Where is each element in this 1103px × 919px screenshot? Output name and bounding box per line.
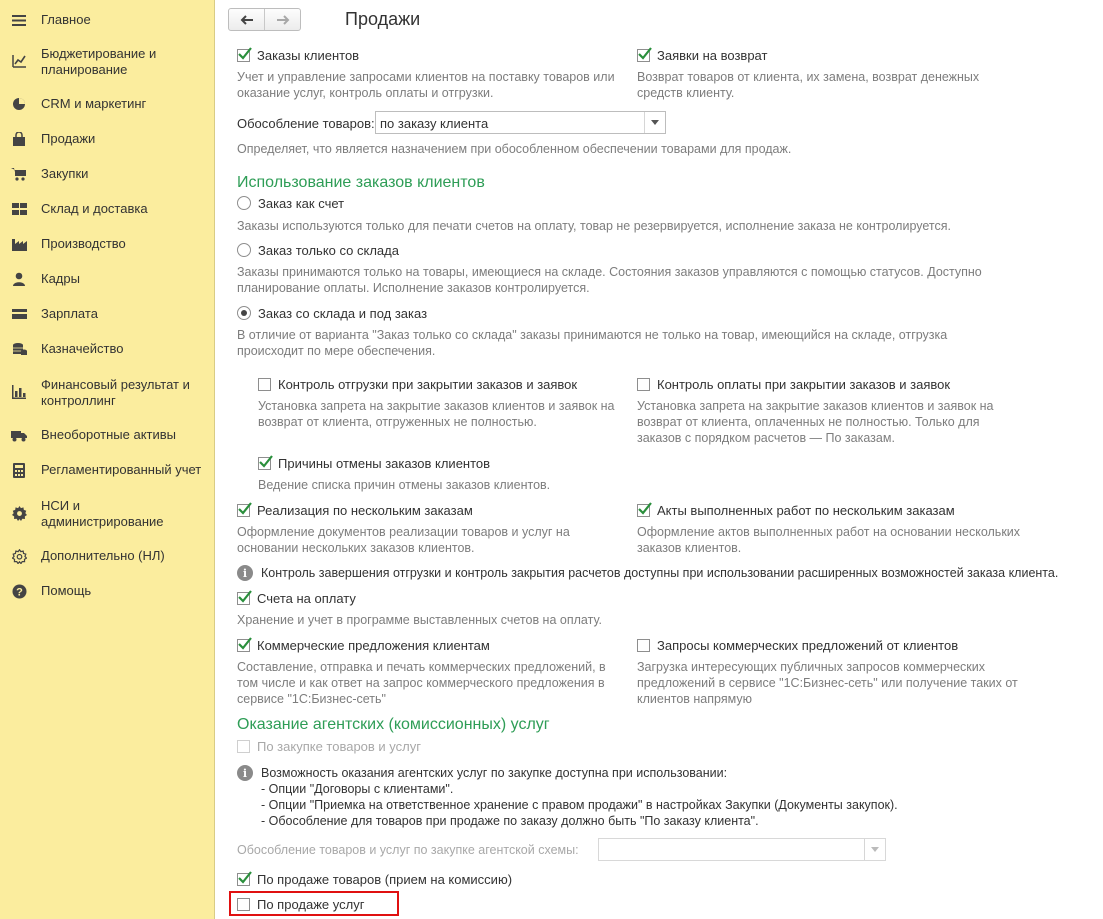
pie-chart-icon (11, 96, 27, 112)
forward-button[interactable] (264, 9, 300, 30)
sidebar-item-additional[interactable] (0, 548, 214, 566)
agent-purchase-checkbox-row (237, 737, 421, 755)
info-note-row (237, 565, 1058, 581)
ship-control-checkbox-row[interactable] (258, 375, 577, 393)
sidebar-item-label: Регламентированный учет (41, 462, 202, 477)
sidebar-item-label: Склад и доставка (41, 201, 148, 216)
offers-label: Коммерческие предложения клиентам (257, 637, 490, 653)
agent-isolation-label: Обособление товаров и услуг по закупке агентской схемы: (237, 843, 579, 857)
orders-checkbox[interactable] (237, 49, 250, 62)
sidebar-item-treasury[interactable] (0, 341, 214, 359)
sidebar-item-label: НСИ и администрирование (41, 498, 164, 529)
sidebar-item-label: CRM и маркетинг (41, 96, 147, 111)
svg-text:?: ? (15, 586, 23, 598)
returns-checkbox-row[interactable] (637, 46, 767, 64)
sidebar-item-budget[interactable] (0, 45, 214, 79)
radio1-description: Заказы используются только для печати счетов на оплату, товар не резервируется, исполнение заказа не контролируется. (237, 219, 951, 233)
main-content (215, 0, 1103, 919)
checkmark-icon (237, 46, 253, 62)
arrow-left-icon (240, 15, 254, 25)
info-icon: i (237, 765, 253, 781)
cancel-reasons-checkbox[interactable] (258, 457, 271, 470)
agent-note-line: Возможность оказания агентских услуг по закупке доступна при использовании: (261, 766, 728, 780)
sidebar-item-label: Казначейство (41, 341, 124, 356)
agent-purchase-label: По закупке товаров и услуг (257, 738, 421, 754)
offers-checkbox[interactable] (237, 639, 250, 652)
pay-control-description: Установка запрета на закрытие заказов клиентов и заявок на возврат от клиента, оплаченных не полностью. Только для заказов с порядком расчетов — По заказам. (637, 399, 994, 445)
multi-sales-checkbox[interactable] (237, 504, 250, 517)
sidebar-item-main[interactable] (0, 11, 214, 29)
radio-order-from-stock[interactable] (237, 241, 399, 259)
sidebar-item-warehouse[interactable] (0, 201, 214, 219)
offers-description: Составление, отправка и печать коммерческих предложений, в том числе и как ответ на запрос коммерческого предложения в сервисе "1С:Бизнес-сеть" (237, 660, 606, 706)
sidebar-item-label: Зарплата (41, 306, 98, 321)
orders-checkbox-row[interactable] (237, 46, 359, 64)
multi-acts-checkbox[interactable] (637, 504, 650, 517)
checkmark-icon (637, 501, 653, 517)
invoices-checkbox[interactable] (237, 592, 250, 605)
dropdown-arrow-icon[interactable] (644, 112, 665, 133)
sidebar-item-salary[interactable] (0, 306, 214, 324)
wallet-icon (11, 306, 27, 322)
offer-requests-checkbox-row[interactable] (637, 636, 958, 654)
multi-sales-description: Оформление документов реализации товаров и услуг на основании нескольких заказов клиентов. (237, 525, 570, 555)
checkmark-icon (237, 501, 253, 517)
radio-label: Заказ только со склада (258, 242, 399, 258)
orders-label: Заказы клиентов (257, 47, 360, 63)
pay-control-checkbox-row[interactable] (637, 375, 950, 393)
sidebar-item-finresult[interactable] (0, 376, 214, 410)
checkmark-icon (258, 454, 274, 470)
agent-note-line: - Опции "Договоры с клиентами". (261, 782, 454, 796)
calculator-icon (11, 462, 27, 478)
invoices-label: Счета на оплату (257, 590, 356, 606)
returns-description: Возврат товаров от клиента, их замена, возврат денежных средств клиенту. (637, 70, 980, 100)
sidebar-item-label: Дополнительно (НЛ) (41, 548, 165, 563)
page-title: Продажи (345, 9, 421, 29)
sidebar-item-assets[interactable] (0, 427, 214, 445)
radio-label: Заказ как счет (258, 195, 345, 211)
agent-note-line: - Опции "Приемка на ответственное хранение с правом продажи" в настройках Закупки (Документы закупок). (261, 798, 898, 812)
dropdown-arrow-icon (864, 839, 885, 860)
sidebar-item-label: Закупки (41, 166, 89, 181)
invoices-description: Хранение и учет в программе выставленных счетов на оплату. (237, 613, 602, 627)
multi-acts-checkbox-row[interactable] (637, 501, 955, 519)
radio3-description: В отличие от варианта "Заказ только со склада" заказы принимаются не только на товар, имеющийся на складе, отгрузка происходит по мере обеспечения. (237, 328, 948, 358)
radio2-description: Заказы принимаются только на товары, имеющиеся на складе. Состояния заказов управляются с помощью статусов. Доступно планирование оплаты. Исполнение заказов контролируется. (237, 265, 982, 295)
ship-control-label: Контроль отгрузки при закрытии заказов и заявок (278, 376, 578, 392)
sidebar-item-production[interactable] (0, 236, 214, 254)
orders-description: Учет и управление запросами клиентов на поставку товаров или оказание услуг, контроль оплаты и отгрузки. (237, 70, 615, 100)
offer-requests-description: Загрузка интересующих публичных запросов коммерческих предложений в сервисе "1С:Бизнес-сеть" или получение таких от клиентов напрямую (637, 660, 1018, 706)
sale-services-label: По продаже услуг (257, 896, 365, 912)
multi-sales-checkbox-row[interactable] (237, 501, 473, 519)
budget-chart-icon (11, 53, 27, 69)
cart-icon (11, 166, 27, 182)
gear-outline-icon (11, 548, 27, 564)
sidebar-item-label: Внеоборотные активы (41, 427, 177, 442)
offer-requests-label: Запросы коммерческих предложений от клиентов (657, 637, 959, 653)
nav-buttons (228, 8, 301, 31)
isolation-select-value: по заказу клиента (380, 116, 489, 131)
checkmark-icon (237, 589, 253, 605)
radio-button[interactable] (237, 243, 251, 257)
agent-purchase-checkbox (237, 740, 250, 753)
sidebar-item-crm[interactable] (0, 96, 214, 114)
warehouse-grid-icon (11, 201, 27, 217)
cancel-reasons-checkbox-row[interactable] (258, 454, 490, 472)
person-icon (11, 271, 27, 287)
radio-button-selected[interactable] (237, 306, 251, 320)
isolation-select[interactable] (375, 111, 666, 134)
offers-checkbox-row[interactable] (237, 636, 490, 654)
radio-order-as-invoice[interactable] (237, 194, 344, 212)
truck-icon (11, 427, 27, 443)
sidebar-item-admin[interactable] (0, 497, 214, 531)
sidebar-item-regulated[interactable] (0, 462, 214, 480)
pay-control-checkbox[interactable] (637, 378, 650, 391)
sidebar-item-label: Продажи (41, 131, 96, 146)
sale-goods-checkbox[interactable] (237, 873, 250, 886)
sidebar-item-label: Бюджетирование и планирование (41, 46, 157, 77)
multi-sales-label: Реализация по нескольким заказам (257, 502, 473, 518)
ship-control-description: Установка запрета на закрытие заказов клиентов и заявок на возврат от клиента, отгруженных не полностью. (258, 399, 615, 429)
sidebar (0, 0, 215, 919)
returns-checkbox[interactable] (637, 49, 650, 62)
hamburger-menu-icon (11, 12, 27, 28)
agent-note-line: - Обособление для товаров при продаже по заказу должно быть "По заказу клиента". (261, 814, 759, 828)
arrow-right-icon (276, 15, 290, 25)
help-icon (11, 583, 27, 599)
sale-goods-checkbox-row[interactable] (237, 870, 512, 888)
multi-acts-description: Оформление актов выполненных работ на основании нескольких заказов клиентов. (637, 525, 1021, 555)
cancel-reasons-description: Ведение списка причин отмены заказов клиентов. (258, 478, 551, 492)
shopping-bag-icon (11, 131, 27, 147)
multi-acts-label: Акты выполненных работ по нескольким заказам (657, 502, 955, 518)
agent-note-text (261, 765, 898, 829)
sidebar-item-hr[interactable] (0, 271, 214, 289)
gear-icon (11, 505, 27, 521)
pay-control-label: Контроль оплаты при закрытии заказов и заявок (657, 376, 951, 392)
sidebar-item-purchases[interactable] (0, 166, 214, 184)
back-button[interactable] (229, 9, 264, 30)
bar-chart-icon (11, 384, 27, 400)
isolation-label: Обособление товаров: (237, 116, 375, 131)
sidebar-item-label: Производство (41, 236, 126, 251)
sidebar-item-help[interactable] (0, 583, 214, 601)
sale-goods-label: По продаже товаров (прием на комиссию) (257, 871, 513, 887)
cancel-reasons-label: Причины отмены заказов клиентов (278, 455, 491, 471)
agent-isolation-select (598, 838, 886, 861)
isolation-description: Определяет, что является назначением при обособленном обеспечении товарами для продаж. (237, 142, 792, 156)
usage-section-title: Использование заказов клиентов (237, 174, 485, 191)
checkmark-icon (237, 636, 253, 652)
radio-order-stock-and-custom[interactable] (237, 304, 427, 322)
highlight-frame (229, 891, 399, 916)
checkmark-icon (237, 870, 253, 886)
sidebar-item-label: Главное (41, 12, 91, 27)
offer-requests-checkbox[interactable] (637, 639, 650, 652)
returns-label: Заявки на возврат (657, 47, 768, 63)
sidebar-item-label: Кадры (41, 271, 80, 286)
sidebar-item-label: Помощь (41, 583, 92, 598)
checkmark-icon (637, 46, 653, 62)
radio-label: Заказ со склада и под заказ (258, 305, 428, 321)
info-icon: i (237, 565, 253, 581)
radio-button[interactable] (237, 196, 251, 210)
agent-note (237, 765, 898, 829)
info-note-text: Контроль завершения отгрузки и контроль закрытия расчетов доступны при использовании расширенных возможностей заказа клиента. (261, 566, 1059, 580)
agent-section-title: Оказание агентских (комиссионных) услуг (237, 716, 550, 733)
invoices-checkbox-row[interactable] (237, 589, 356, 607)
sidebar-item-label: Финансовый результат и контроллинг (41, 377, 190, 408)
sidebar-item-sales[interactable] (0, 131, 214, 149)
factory-icon (11, 236, 27, 252)
ship-control-checkbox[interactable] (258, 378, 271, 391)
coins-icon (11, 341, 27, 357)
